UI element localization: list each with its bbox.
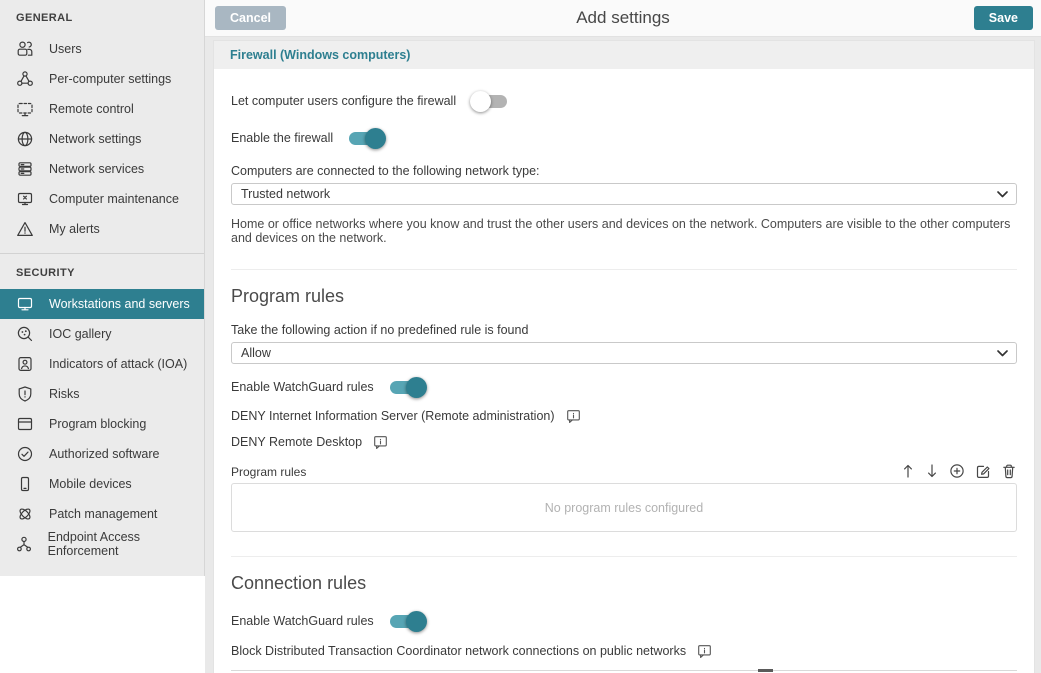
program-rules-list-label: Program rules [231,465,307,479]
empty-state-text: No program rules configured [544,500,704,515]
sidebar [0,0,205,576]
sidebar-item-label: Per-computer settings [49,72,172,86]
predefined-rule-label: DENY Remote Desktop [231,435,363,449]
toggle-knob [406,377,427,398]
network-type-value: Trusted network [241,187,331,201]
main-area [205,0,1041,658]
toggle-knob [365,128,386,149]
sidebar-item-label: Program blocking [49,417,147,431]
content-area [205,37,1041,673]
info-icon[interactable] [373,435,388,450]
sidebar-item-label: Indicators of attack (IOA) [49,357,188,371]
info-icon[interactable] [566,409,581,424]
sidebar-item-label: Risks [49,387,80,401]
move-down-button[interactable] [925,463,939,479]
predefined-rule-label: Block Distributed Transaction Coordinator network connections on public networks [231,644,687,658]
toggle-knob [406,611,427,632]
sidebar-item-label: Users [49,42,82,56]
sidebar-item-label: Endpoint Access Enforcement [47,530,141,558]
user-configure-toggle[interactable] [472,95,507,108]
program-watchguard-label: Enable WatchGuard rules [231,380,374,394]
sidebar-item-my-alerts[interactable] [0,214,204,244]
connection-watchguard-row [231,610,1017,632]
sidebar-item-label: Network services [49,162,145,176]
enable-firewall-toggle[interactable] [349,132,384,145]
add-rule-button[interactable] [949,463,965,479]
toggle-knob [470,91,491,112]
risks-icon [14,383,36,405]
network-settings-icon [14,128,36,150]
sidebar-item-network-settings[interactable] [0,124,204,154]
sidebar-divider [0,253,204,254]
sidebar-item-ioc-gallery[interactable] [0,319,204,349]
user-configure-label: Let computer users configure the firewall [231,94,457,108]
program-watchguard-row [231,376,1017,398]
move-up-button[interactable] [901,463,915,479]
sidebar-item-endpoint-access-enforcement[interactable] [0,529,204,559]
sidebar-item-label: Workstations and servers [49,297,190,311]
cancel-button[interactable]: Cancel [215,6,286,30]
sidebar-item-patch-management[interactable] [0,499,204,529]
sidebar-item-indicators-of-attack[interactable] [0,349,204,379]
workstations-and-servers-icon [14,293,36,315]
program-rules-empty-state [231,483,1017,532]
sidebar-section-general: GENERAL [16,12,73,24]
program-watchguard-toggle[interactable] [390,381,425,394]
sidebar-item-users[interactable] [0,34,204,64]
patch-management-icon [14,503,36,525]
sidebar-item-network-services[interactable] [0,154,204,184]
panel-body [214,69,1034,673]
info-icon[interactable] [697,644,712,659]
connection-watchguard-label: Enable WatchGuard rules [231,614,374,628]
edit-rule-button[interactable] [975,463,991,479]
predefined-rule-row [231,433,1017,451]
sidebar-item-per-computer-settings[interactable] [0,64,204,94]
network-services-icon [14,158,36,180]
sidebar-item-mobile-devices[interactable] [0,469,204,499]
computer-maintenance-icon [14,188,36,210]
my-alerts-icon [14,218,36,240]
delete-rule-button[interactable] [1001,463,1017,479]
mobile-devices-icon [14,473,36,495]
connection-rules-heading: Connection rules [231,573,367,593]
predefined-rule-row [231,407,1017,425]
remote-control-icon [14,98,36,120]
default-action-value: Allow [241,346,271,360]
connection-rules-section [231,556,1017,673]
sidebar-item-label: Remote control [49,102,134,116]
sidebar-section-security: SECURITY [16,267,75,279]
indicators-of-attack-icon [14,353,36,375]
sidebar-item-label: Authorized software [49,447,160,461]
endpoint-access-enforcement-icon [14,533,35,555]
user-configure-row [231,90,1017,112]
sidebar-item-label: IOC gallery [49,327,112,341]
save-button[interactable]: Save [974,6,1033,30]
program-rules-list-header [231,463,1017,479]
topbar [205,0,1041,37]
per-computer-settings-icon [14,68,36,90]
sidebar-item-label: Mobile devices [49,477,132,491]
authorized-software-icon [14,443,36,465]
sidebar-item-label: Patch management [49,507,158,521]
network-type-select[interactable] [231,183,1017,205]
program-rules-section [231,269,1017,532]
enable-firewall-row [231,127,1017,149]
firewall-section-header: Firewall (Windows computers) [214,41,1034,69]
cutoff-element [758,669,773,672]
sidebar-item-computer-maintenance[interactable] [0,184,204,214]
program-blocking-icon [14,413,36,435]
program-rules-heading: Program rules [231,286,345,306]
enable-firewall-label: Enable the firewall [231,131,334,145]
page-title: Add settings [576,8,670,27]
sidebar-item-label: My alerts [49,222,100,236]
program-rules-toolbar [901,463,1017,479]
predefined-rule-label: DENY Internet Information Server (Remote administration) [231,409,555,423]
ioc-gallery-icon [14,323,36,345]
sidebar-item-workstations-and-servers[interactable] [0,289,204,319]
predefined-rule-row [231,642,1017,660]
settings-panel [213,40,1035,673]
sidebar-item-program-blocking[interactable] [0,409,204,439]
sidebar-item-label: Computer maintenance [49,192,179,206]
connection-watchguard-toggle[interactable] [390,615,425,628]
chevron-down-icon [997,191,1008,198]
sidebar-item-authorized-software[interactable] [0,439,204,469]
network-type-label: Computers are connected to the following network type: [231,164,540,178]
network-type-help: Home or office networks where you know and trust the other users and devices on the network. Computers are visible to the other computers and devices on the network. [231,217,1011,245]
sidebar-item-label: Network settings [49,132,142,146]
users-icon [14,38,36,60]
sidebar-item-risks[interactable] [0,379,204,409]
default-action-label: Take the following action if no predefined rule is found [231,323,529,337]
chevron-down-icon [997,350,1008,357]
default-action-select[interactable] [231,342,1017,364]
sidebar-item-remote-control[interactable] [0,94,204,124]
